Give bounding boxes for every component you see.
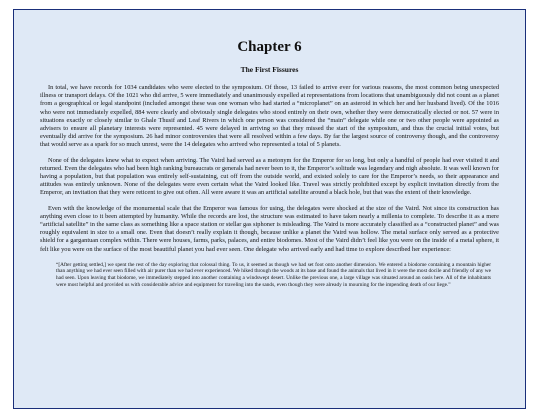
- chapter-body: [40, 84, 499, 254]
- body-paragraph: None of the delegates knew what to expect when arriving. The Vaird had served as a metonym for the Emperor for so long, but only a handful of people had ever visited it and returned. Even the delegates who had been high ranking bureaucrats or generals had never been to it, the Emperor’s solitude was legendary and nigh absolute. It was well known for having a population, but that population was entirely self-sustaining, cut off from the outside world, and existed solely to care for the Emperor’s needs, so their appearance and attitudes was entirely unknown. None of the delegates were even certain what the Vaird looked like. Travel was strictly prohibited except by explicit invitation directly from the Emperor, an invitation that they were reticent to give out often. All were aware it was an artificial satellite around a black hole, but that was the extent of their knowledge.: [40, 156, 499, 197]
- body-paragraph: In total, we have records for 1034 candidates who were elected to the symposium. Of those, 13 failed to arrive ever for various reasons, the most common being unexpected illness or transport delays. Of the 1021 who did arrive, 5 were immediately and unanimously expelled at representations from locations that unambiguously did not count as a planet from a geographical or legal standpoint (included amongst these was one woman who had started a “microplanet” on an asteroid in which her and her husband lived). Of the 1016 who were not immediately expelled, 884 were clearly and obviously single delegates who stood entirely on their own, whether they were democratically elected or not. 57 were in situations exactly or closely similar to Ghale Thusif and Leaf Rivers in which one person was considered the “main” delegate while one or two other people were appointed as advisers to ensure all planetary interests were represented. 45 were delayed in arriving so that they missed the start of the symposium, and thus the crucial initial votes, but eventually did arrive for the symposium. 26 had minor controversies that were all resolved within a few days. By far the largest source of controversy though, and the controversy that would serve as a spark for so much unrest, were the 14 delegates who arrived who represented a total of 5 planets.: [40, 84, 499, 149]
- chapter-subtitle: The First Fissures: [240, 65, 299, 74]
- chapter-title: Chapter 6: [237, 39, 302, 55]
- document-page: [13, 9, 526, 409]
- block-quote: “[After getting settled,] we spent the rest of the day exploring that colossal thing. To us, it seemed as though we had set foot onto another dimension. We entered a biodome containing a mountain higher than anything we had ever seen filled with air purer than we had ever experienced. We hiked through the woods at its base and found the animals that lived in it were the most docile and friendly of any we had seen. Upon leaving that biodome, we immediately stepped into another containing a windswept desert. Unlike the previous one, a large village was situated around an oasis here. All of the inhabitants were most helpful and provided us with considerable advice and equipment for traveling into the sands, even though they were already in mourning for the impending death of our liege.”: [56, 261, 491, 288]
- body-paragraph: Even with the knowledge of the monumental scale that the Emperor was famous for using, the delegates were shocked at the size of the Vaird. Not since its construction has anything even close to it been attempted by humanity. While the records are lost, the structure was estimated to have taken nearly a millenia to complete. To describe it as a mere “artificial satellite” in the same class as something like a space station or stellar gas siphoner is misleading. The Vaird is more accurately classified as a “constructed planet” and was roughly equivalent in size to a small one. Even that doesn’t really explain it though, because unlike a planet the Vaird was hollow. The metal surface only served as a protective shield for a gargantuan complex within. There were houses, farms, parks, palaces, and entire biodomes. Most of the Vaird didn’t feel like you were on the inside of a metal sphere, it felt like you were on the surface of the most beautiful planet you had ever seen. One delegate who arrived early and had time to explore described her experience:: [40, 204, 499, 253]
